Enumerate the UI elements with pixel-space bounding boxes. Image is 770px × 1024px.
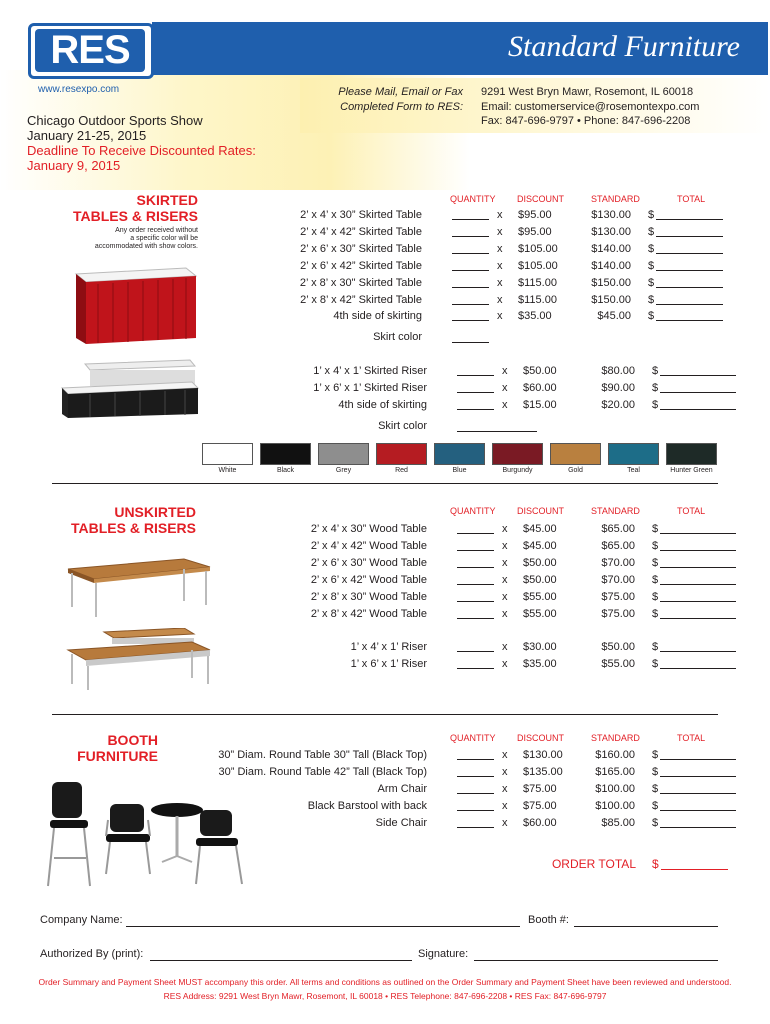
show-info: [27, 113, 256, 173]
quantity-field[interactable]: [452, 270, 489, 271]
total-field[interactable]: [656, 287, 723, 288]
quantity-field[interactable]: [457, 618, 494, 619]
res-logo-text: RES: [35, 29, 145, 72]
discount-price: $75.00: [523, 782, 557, 795]
total-dollar: $: [652, 590, 659, 603]
color-swatch-black[interactable]: [260, 443, 311, 465]
booth-number-field[interactable]: [574, 926, 718, 927]
total-field[interactable]: [660, 409, 736, 410]
total-dollar: $: [652, 657, 659, 670]
times-sign: x: [502, 641, 508, 653]
color-swatch-label: Grey: [335, 467, 352, 474]
total-field[interactable]: [660, 567, 736, 568]
item-description: 2’ x 4’ x 30” Skirted Table: [300, 209, 422, 221]
discount-price: $35.00: [523, 657, 557, 670]
total-field[interactable]: [660, 668, 736, 669]
times-sign: x: [502, 398, 508, 411]
quantity-field[interactable]: [457, 651, 494, 652]
color-swatch-label: Blue: [452, 467, 467, 474]
item-description: 4th side of skirting: [333, 310, 422, 323]
quantity-field[interactable]: [457, 810, 494, 811]
total-field[interactable]: [660, 651, 736, 652]
total-dollar: $: [652, 607, 659, 620]
color-swatch-blue[interactable]: [434, 443, 485, 465]
quantity-field[interactable]: [457, 759, 494, 760]
total-dollar: $: [648, 259, 655, 272]
times-sign: x: [502, 607, 508, 620]
total-dollar: $: [652, 556, 659, 569]
item-description: 2’ x 6’ x 42” Wood Table: [310, 573, 427, 586]
item-description: 1’ x 6’ x 1’ Riser: [350, 657, 427, 670]
total-dollar: $: [648, 209, 655, 221]
quantity-field[interactable]: [452, 287, 489, 288]
deadline-date: January 9, 2015: [27, 158, 121, 173]
quantity-field[interactable]: [457, 375, 494, 376]
color-swatch-label: Burgundy: [502, 467, 533, 474]
section-divider: [52, 483, 718, 484]
total-dollar: $: [652, 381, 659, 394]
standard-price: $130.00: [591, 209, 631, 221]
quantity-field[interactable]: [457, 567, 494, 568]
show-dates: January 21-25, 2015: [27, 128, 147, 143]
standard-price: $150.00: [591, 293, 631, 306]
authorized-by-field[interactable]: [150, 960, 412, 961]
total-dollar: $: [648, 310, 655, 323]
total-dollar: $: [652, 765, 659, 778]
discount-price: $50.00: [523, 556, 557, 569]
discount-price: $130.00: [523, 749, 563, 761]
times-sign: x: [502, 365, 508, 377]
total-field[interactable]: [656, 320, 723, 321]
discount-price: $50.00: [523, 573, 557, 586]
discount-price: $75.00: [523, 799, 557, 812]
deadline-label: Deadline To Receive Discounted Rates:: [27, 143, 256, 158]
times-sign: x: [497, 276, 503, 289]
discount-price: $55.00: [523, 590, 557, 603]
discount-price: $115.00: [518, 293, 557, 306]
total-dollar: $: [652, 782, 659, 795]
total-header: TOTAL: [677, 506, 706, 516]
quantity-field[interactable]: [457, 776, 494, 777]
item-description: Black Barstool with back: [307, 799, 427, 812]
booth-number-label: Booth #:: [528, 914, 569, 926]
times-sign: x: [497, 293, 503, 306]
item-description: 30” Diam. Round Table 30" Tall (Black Top): [218, 749, 427, 761]
skirt-color-field[interactable]: [457, 431, 537, 432]
item-description: 2’ x 8’ x 42” Skirted Table: [300, 293, 422, 306]
address-line: 9291 West Bryn Mawr, Rosemont, IL 60018: [481, 86, 694, 98]
standard-price: $160.00: [595, 749, 635, 761]
item-description: 2’ x 6’ x 30” Skirted Table: [300, 242, 422, 255]
standard-price: $80.00: [601, 365, 635, 377]
item-description: 2’ x 4’ x 30” Wood Table: [310, 523, 427, 535]
total-field[interactable]: [660, 759, 736, 760]
quantity-field[interactable]: [457, 793, 494, 794]
standard-price: $130.00: [591, 225, 631, 238]
times-sign: x: [502, 799, 508, 812]
standard-price: $65.00: [601, 523, 635, 535]
times-sign: x: [502, 749, 508, 761]
quantity-field[interactable]: [452, 236, 489, 237]
total-dollar: $: [652, 816, 659, 829]
item-description: 2’ x 6’ x 42” Skirted Table: [300, 259, 422, 272]
item-description: 2’ x 8’ x 42” Wood Table: [310, 607, 427, 620]
item-description: 2’ x 8’ x 30" Skirted Table: [299, 276, 422, 289]
unskirted-section-title: [40, 504, 196, 536]
total-field[interactable]: [660, 618, 736, 619]
times-sign: x: [502, 523, 508, 535]
discount-header: DISCOUNT: [517, 194, 564, 204]
section-title-line: TABLES & RISERS: [71, 520, 196, 536]
quantity-field[interactable]: [457, 584, 494, 585]
color-swatch-burgundy[interactable]: [492, 443, 543, 465]
discount-price: $15.00: [523, 398, 557, 411]
total-field[interactable]: [656, 270, 723, 271]
quantity-field[interactable]: [452, 253, 489, 254]
item-description: 4th side of skirting: [338, 398, 427, 411]
discount-price: $55.00: [523, 607, 557, 620]
color-swatch-label: Black: [276, 467, 295, 474]
color-swatch-label: Hunter Green: [670, 467, 713, 474]
total-field[interactable]: [660, 810, 736, 811]
total-header: TOTAL: [677, 194, 706, 204]
skirt-color-label: Skirt color: [378, 420, 427, 432]
color-swatch-label: Teal: [627, 467, 640, 474]
discount-price: $35.00: [518, 310, 552, 323]
discount-price: $95.00: [518, 225, 552, 238]
times-sign: x: [502, 381, 508, 394]
company-name-label: Company Name:: [40, 914, 123, 926]
standard-price: $150.00: [591, 276, 631, 289]
note-line: accommodated with show colors.: [94, 243, 198, 250]
item-description: 1’ x 6’ x 1’ Skirted Riser: [313, 381, 427, 394]
website-link[interactable]: www.resexpo.com: [38, 84, 120, 95]
discount-price: $135.00: [523, 765, 563, 778]
instruction-line: Please Mail, Email or Fax: [338, 86, 463, 98]
section-title-line: UNSKIRTED: [114, 504, 196, 520]
color-swatch-teal[interactable]: [608, 443, 659, 465]
item-description: 2’ x 6’ x 30” Wood Table: [310, 556, 427, 569]
discount-header: DISCOUNT: [517, 733, 564, 743]
standard-header: STANDARD: [591, 506, 640, 516]
times-sign: x: [502, 765, 508, 778]
item-description: 30” Diam. Round Table 42” Tall (Black Top): [218, 765, 427, 778]
color-swatch-white[interactable]: [202, 443, 253, 465]
total-field[interactable]: [660, 776, 736, 777]
total-field[interactable]: [660, 793, 736, 794]
footer-contact: RES Address: 9291 West Bryn Mawr, Rosemont, IL 60018 • RES Telephone: 847-696-2208 • RES Fax: 847-696-9797: [163, 991, 607, 1001]
times-sign: x: [497, 209, 503, 221]
quantity-field[interactable]: [457, 827, 494, 828]
contact-address: [481, 85, 699, 129]
quantity-field[interactable]: [452, 320, 489, 321]
item-description: 2’ x 4’ x 42” Wood Table: [310, 539, 427, 552]
section-divider: [52, 714, 718, 715]
discount-price: $115.00: [518, 276, 557, 289]
order-total-field[interactable]: [661, 869, 728, 870]
total-field[interactable]: [656, 219, 723, 220]
section-title-line: SKIRTED: [136, 192, 198, 208]
order-total-dollar: $: [652, 857, 659, 871]
quantity-field[interactable]: [452, 219, 489, 220]
discount-header: DISCOUNT: [517, 506, 564, 516]
discount-price: $95.00: [518, 209, 552, 221]
standard-price: $75.00: [601, 590, 635, 603]
section-title-line: FURNITURE: [77, 748, 158, 764]
times-sign: x: [502, 556, 508, 569]
total-dollar: $: [652, 799, 659, 812]
standard-price: $75.00: [601, 607, 635, 620]
times-sign: x: [502, 573, 508, 586]
quantity-header: QUANTITY: [450, 733, 496, 743]
times-sign: x: [497, 225, 503, 238]
times-sign: x: [497, 259, 503, 272]
standard-price: $45.00: [597, 310, 631, 323]
total-dollar: $: [648, 242, 655, 255]
total-field[interactable]: [660, 584, 736, 585]
standard-price: $90.00: [601, 381, 635, 394]
total-dollar: $: [652, 749, 659, 761]
standard-price: $85.00: [601, 816, 635, 829]
quantity-field[interactable]: [452, 304, 489, 305]
standard-price: $70.00: [601, 556, 635, 569]
mail-instructions: [300, 85, 463, 115]
total-dollar: $: [652, 398, 659, 411]
note-line: Any order received without: [115, 227, 198, 234]
times-sign: x: [502, 539, 508, 552]
color-swatch-hunter-green[interactable]: [666, 443, 717, 465]
item-description: 2’ x 4’ x 42” Skirted Table: [300, 225, 422, 238]
color-swatch-gold[interactable]: [550, 443, 601, 465]
wood-table-image: [64, 555, 214, 620]
times-sign: x: [502, 590, 508, 603]
discount-price: $105.00: [518, 259, 558, 272]
quantity-header: QUANTITY: [450, 194, 496, 204]
standard-price: $70.00: [601, 573, 635, 586]
section-title-line: BOOTH: [107, 732, 158, 748]
authorized-by-label: Authorized By (print):: [40, 948, 144, 960]
total-dollar: $: [652, 365, 659, 377]
quantity-header: QUANTITY: [450, 506, 496, 516]
total-dollar: $: [652, 641, 659, 653]
times-sign: x: [502, 782, 508, 795]
total-dollar: $: [652, 573, 659, 586]
item-description: 2’ x 8’ x 30” Wood Table: [310, 590, 427, 603]
discount-price: $45.00: [523, 539, 557, 552]
item-description: Arm Chair: [377, 782, 427, 795]
total-field[interactable]: [660, 392, 736, 393]
item-description: Side Chair: [375, 816, 427, 829]
order-total-label: ORDER TOTAL: [551, 857, 636, 871]
total-dollar: $: [648, 276, 655, 289]
color-swatch-label: Gold: [568, 467, 583, 474]
standard-price: $55.00: [601, 657, 635, 670]
quantity-field[interactable]: [457, 601, 494, 602]
show-name: Chicago Outdoor Sports Show: [27, 113, 203, 128]
total-field[interactable]: [660, 375, 736, 376]
quantity-field[interactable]: [457, 392, 494, 393]
total-header: TOTAL: [677, 733, 706, 743]
standard-price: $65.00: [601, 539, 635, 552]
discount-price: $45.00: [523, 523, 557, 535]
standard-header: STANDARD: [591, 194, 640, 204]
skirted-section-title: [40, 192, 198, 224]
standard-header: STANDARD: [591, 733, 640, 743]
note-line: a specific color will be: [130, 235, 198, 242]
email-line: Email: customerservice@rosemontexpo.com: [481, 100, 700, 113]
signature-field[interactable]: [474, 960, 718, 961]
standard-price: $140.00: [591, 242, 631, 255]
quantity-field[interactable]: [457, 550, 494, 551]
discount-price: $50.00: [523, 365, 557, 377]
times-sign: x: [497, 242, 503, 255]
skirt-color-label: Skirt color: [373, 331, 422, 343]
signature-label: Signature:: [418, 948, 469, 960]
page-title: Standard Furniture: [508, 30, 740, 63]
color-swatch-red[interactable]: [376, 443, 427, 465]
standard-price: $50.00: [601, 641, 635, 653]
total-field[interactable]: [660, 601, 736, 602]
fax-phone-line: Fax: 847-696-9797 • Phone: 847-696-2208: [481, 115, 691, 127]
standard-price: $100.00: [595, 799, 635, 812]
standard-price: $140.00: [591, 259, 631, 272]
booth-section-title: [40, 732, 158, 764]
company-name-field[interactable]: [126, 926, 520, 927]
color-note: [48, 227, 198, 251]
times-sign: x: [502, 816, 508, 829]
quantity-field[interactable]: [457, 533, 494, 534]
total-field[interactable]: [660, 827, 736, 828]
discount-price: $60.00: [523, 816, 557, 829]
item-description: 1’ x 4’ x 1’ Riser: [350, 641, 427, 653]
total-field[interactable]: [656, 253, 723, 254]
discount-price: $60.00: [523, 381, 557, 394]
standard-price: $100.00: [595, 782, 635, 795]
times-sign: x: [497, 310, 503, 323]
times-sign: x: [502, 657, 508, 670]
skirt-color-field[interactable]: [452, 342, 489, 343]
total-dollar: $: [652, 523, 659, 535]
standard-price: $20.00: [601, 398, 635, 411]
color-swatch-label: Red: [395, 467, 408, 474]
total-dollar: $: [648, 225, 655, 238]
section-title-line: TABLES & RISERS: [73, 208, 198, 224]
total-dollar: $: [652, 539, 659, 552]
total-dollar: $: [648, 293, 655, 306]
skirted-table-image: [68, 260, 198, 350]
total-field[interactable]: [660, 550, 736, 551]
total-field[interactable]: [660, 533, 736, 534]
discount-price: $30.00: [523, 641, 557, 653]
footer-terms: Order Summary and Payment Sheet MUST accompany this order. All terms and conditions as outlined on the Order Summary and Payment Sheet have been reviewed and understood.: [38, 977, 732, 987]
standard-price: $165.00: [595, 765, 635, 778]
color-swatch-grey[interactable]: [318, 443, 369, 465]
skirted-riser-image: [60, 358, 200, 422]
total-field[interactable]: [656, 236, 723, 237]
quantity-field[interactable]: [457, 668, 494, 669]
discount-price: $105.00: [518, 242, 558, 255]
total-field[interactable]: [656, 304, 723, 305]
color-swatch-label: White: [218, 467, 237, 474]
item-description: 1’ x 4’ x 1’ Skirted Riser: [313, 365, 427, 377]
wood-riser-image: [64, 628, 214, 692]
quantity-field[interactable]: [457, 409, 494, 410]
instruction-line: Completed Form to RES:: [340, 101, 463, 113]
